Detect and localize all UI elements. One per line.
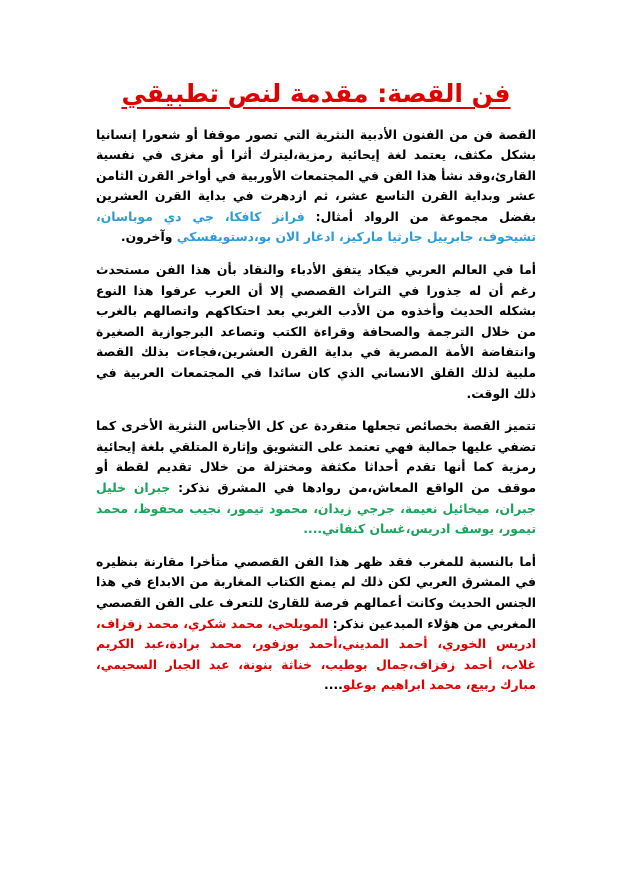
paragraph-arab-world — [96, 260, 536, 404]
paragraph-intro-tail: وآخرون. — [120, 229, 177, 245]
paragraph-intro — [96, 125, 536, 249]
paragraph-morocco — [96, 552, 536, 696]
paragraph-morocco-text: أما بالنسبة للمغرب فقد ظهر هذا الفن القصصي متأخرا مقارنة بنظيره في المشرق العربي لكن ذلك لم يمنع الكتاب المغاربة من الابداع في هذا الجنس الحديث وكانت أعمالهم فرصة للقارئ للتعرف على الفن القصصي المغربي من هؤلاء المبدعين نذكر: — [96, 553, 536, 631]
paragraph-characteristics-text: تتميز القصة بخصائص تجعلها متفردة عن كل الأجناس النثرية الأخرى كما تضفي عليها جمالية فهي تعتمد على التشويق وإثارة المتلقي بلغة إيحائية رمزية كما أنها تقدم أحداثا مكثفة ومختزلة من خلال تقديم لقطة أو موقف من الواقع المعاش،من روادها في المشرق نذكر: — [96, 418, 536, 495]
paragraph-arab-world-text: أما في العالم العربي فيكاد يتفق الأدباء والنقاد بأن هذا الفن مستحدث رغم أن له جذورا في التراث القصصي إلا أن العرب عرفوا هذا النوع بشكله الحديث وأخذوه من الأدب الغربي بعد احتكاكهم واتصالهم بالغرب من خلال الترجمة والصحافة وقراءة الكتب وتصاعد البرجوازية الصغيرة وانتفاضة الأمة المصرية في بداية القرن العشرين،فجاءت بذلك القصة ملبية لذلك القلق الانساني الذي كان سائدا في المجتمعات العربية في ذلك الوقت. — [96, 262, 536, 401]
mashriq-writers-names: جبران خليل جبران، ميخائيل نعيمة، جرجي زيدان، محمود تيمور، نجيب محفوظ، محمد تيمور، يوسف ادريس،غسان كنفاني.... — [96, 480, 536, 537]
paragraph-intro-text: القصة فن من الفنون الأدبية النثرية التي تصور موقفا أو شعورا إنسانيا بشكل مكثف، يعتمد لغة إيحائية رمزية،ليترك أثرا أو مغزى في نفسية القارئ،وقد نشأ هذا الفن في المجتمعات الأوربية في أواخر القرن الثامن عشر وبداية القرن التاسع عشر، ثم ازدهرت في بداية القرن العشرين بفضل مجموعة من الرواد أمثال: — [96, 126, 536, 224]
western-writers-names: فرانز كافكا، جي دي موباسان، تشيخوف، جابرييل جارثيا ماركيز، ادغار الان بو،دستويفسكي — [96, 208, 536, 245]
paragraph-morocco-tail: .... — [324, 677, 343, 693]
moroccan-writers-names: المويلحي، محمد شكري، محمد زفزاف، ادريس الخوري، أحمد المديني،أحمد بوزفور، محمد برادة،عبد الكريم غلاب، أحمد زفزاف،جمال بوطيب، خناثة بنونة، عبد الجبار السحيمي، مبارك ربيع، محمد ابراهيم بوعلو — [96, 615, 536, 693]
paragraph-characteristics — [96, 416, 536, 540]
page-title: فن القصة: مقدمة لنص تطبيقي — [121, 79, 511, 108]
